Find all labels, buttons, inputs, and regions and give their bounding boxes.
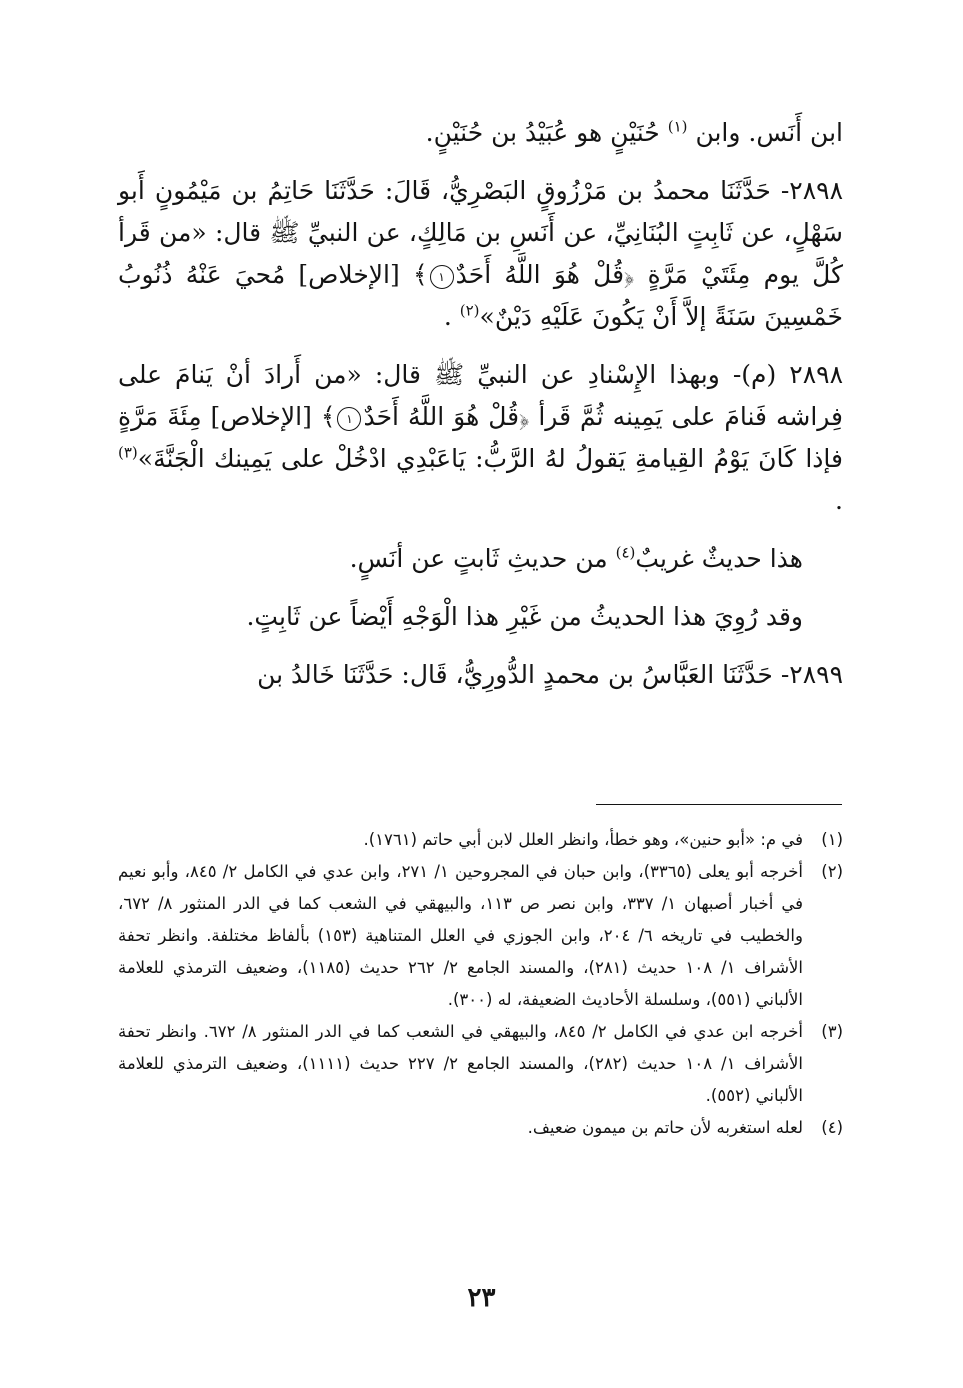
paragraph-text: ابن أَنَس. وابن [695,118,843,147]
footnote-item [118,824,843,856]
page-number: ٢٣ [467,1283,496,1313]
ayah-number-icon: ١ [430,265,454,289]
footnote-marker-1[interactable]: (١) [667,117,688,136]
quran-quote [400,260,635,289]
footnote-divider [596,804,842,805]
footnote-marker-3[interactable]: (٣) [118,443,138,462]
hadith-2899: ٢٨٩٩- حَدَّثَنَا العَبَّاسُ بن محمدٍ الدُّورِيُّ، قَال: حَدَّثَنَا خَالدُ بن [257,660,843,689]
quran-text: ﴿قُلْ هُوَ اللَّهُ أَحَدٌ [363,402,530,431]
paragraph-text: حُنَيْنٍ هو عُبَيْدُ بن حُنَيْنٍ. [425,118,660,147]
footnote-number: (٣) [821,1022,843,1041]
footnote-text: لعله استغربه لأن حاتم بن ميمون ضعيف. [527,1118,803,1137]
main-text [118,112,843,696]
footnote-number: (٤) [821,1118,843,1137]
remark-text: هذا حديثٌ غريبٌ [635,544,803,573]
footnote-item [118,856,843,1016]
hadith-2898m [118,354,843,522]
paragraph-ibn-anas [118,112,843,154]
remark-text: من حديثِ ثَابتٍ عن أنَسٍ. [349,544,608,573]
quran-quote [312,402,530,431]
hadith-text: [الإخلاص] مُحيَ عَنْهُ ذُنُوبُ خَمْسِينَ سَنَةً إلاَّ أَنْ يَكُونَ عَلَيْهِ دَيْنٌ» [118,260,843,331]
ayah-number-icon: ١ [337,407,361,431]
footnote-item [118,1016,843,1112]
hadith-text: [الإخلاص] مِئَةَ مَرَّةٍ فإذا كَانَ يَوْمُ القِيامةِ يَقولُ لهُ الرَّبُّ: يَاعَبْدِي ادْخُلْ على يَمِينك الْجَنَّةَ» [118,402,843,473]
ruwiya-remark: وقد رُوِيَ هذا الحديثُ من غَيْرِ هذا الْوَجْهِ أَيْضاً عن ثَابِتٍ. [246,602,803,631]
footnote-item [118,1112,843,1144]
quran-bracket: ﴾ [412,260,428,289]
gharib-remark [118,538,843,580]
footnote-text: أخرجه ابن عدي في الكامل ٢/ ٨٤٥، والبيهقي في الشعب كما في الدر المنثور ٨/ ٦٧٢. وانظر تحفة الأشراف ١/ ١٠٨ حديث (٢٨٢)، والمسند الجامع ٢/ ٢٢٧ حديث (١١١١)، وضعيف الترمذي للعلامة الألباني (٥٥٢). [118,1022,804,1105]
quran-text: ﴿قُلْ هُوَ اللَّهُ أَحَدٌ [455,260,635,289]
quran-bracket: ﴾ [320,402,336,431]
hadith-text: ٢٨٩٨ (م)- وبهذا الإِسْنادِ عن النبيِّ ﷺ قال: «من أَرادَ أنْ يَنامَ على فِراشه فَنامَ على يَمِينه ثُمَّ قَرأ [118,360,844,431]
footnote-text: أخرجه أبو يعلى (٣٣٦٥)، وابن حبان في المجروحين ١/ ٢٧١، وابن عدي في الكامل ٢/ ٨٤٥، وأبو نعيم في أخبار أصبهان ١/ ٣٣٧، وابن نصر ص ١١٣، والبيهقي في الشعب كما في الدر المنثور ٨/ ٦٧٢، والخطيب في تاريخه ٦/ ٢٠٤، وابن الجوزي في العلل المتناهية (١٥٣) بألفاظ مختلفة. وانظر تحفة الأشراف ١/ ١٠٨ حديث (٢٨١)، والمسند الجامع ٢/ ٢٦٢ حديث (١١٨٥)، وضعيف الترمذي للعلامة الألباني (٥٥١)، وسلسلة الأحاديث الضعيفة، له (٣٠٠). [118,862,804,1009]
footnote-marker-4[interactable]: (٤) [615,543,636,562]
hadith-text: ٢٨٩٨- حَدَّثَنَا محمدُ بن مَرْزُوقٍ البَصْرِيُّ، قَالَ: حَدَّثَنَا حَاتِمُ بن مَيْمُونٍ أَبو سَهْلٍ، عن ثَابِتٍ البُنَانِيِّ، عن أَنَسِ بن مَالِكٍ، عن النبيِّ ﷺ قال: «من قَرأ كُلَّ يوم مِئَتَيْ مَرَّةٍ [118,176,844,289]
footnote-number: (١) [821,830,843,849]
footnotes [118,824,843,1144]
footnote-number: (٢) [821,862,843,881]
hadith-end: . [443,302,452,331]
hadith-end: . [835,486,843,515]
hadith-2898 [118,170,843,338]
footnote-text: في م: «أبو حنين»، وهو خطأ، وانظر العلل لابن أبي حاتم (١٧٦١). [363,830,803,849]
footnote-marker-2[interactable]: (٢) [459,301,480,320]
